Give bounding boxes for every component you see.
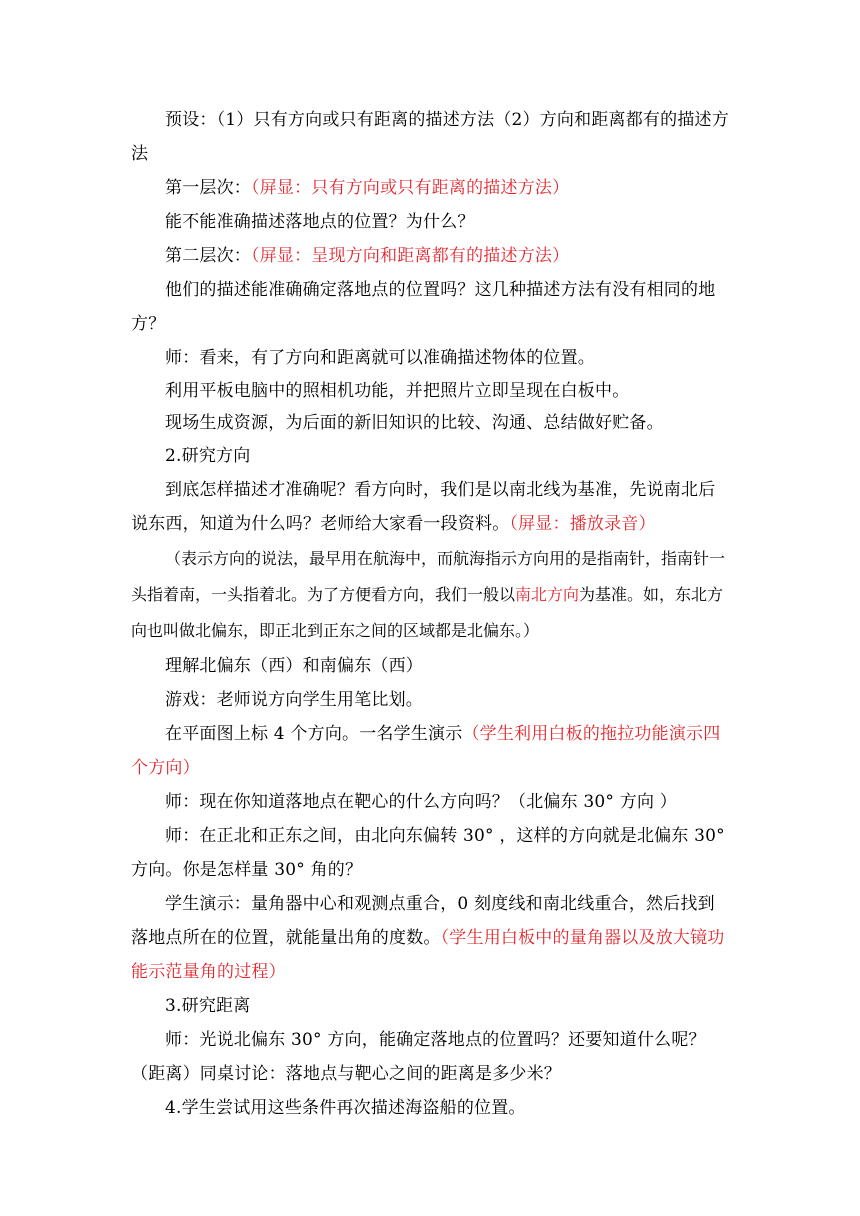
text-heading-study-direction: 2.研究方向 [165, 446, 251, 466]
screen-note-level-one: （屏显：只有方向或只有距离的描述方法） [251, 178, 570, 198]
screen-note-drag-demo: （学生利用白板的拖拉功能演示四个方向） [131, 724, 721, 778]
text-teacher-question-direction: 师：现在你知道落地点在靶心的什么方向吗？（北偏东 30° 方向 ） [165, 792, 677, 812]
document-body [131, 103, 732, 1125]
text-material-highlight: 南北方向 [515, 585, 580, 604]
paragraph-tablet-camera [131, 375, 732, 407]
text-generate-resources: 现场生成资源，为后面的新旧知识的比较、沟通、总结做好贮备。 [165, 413, 664, 433]
text-how-to-describe: 到底怎样描述才准确呢？看方向时，我们是以南北线为基准，先说南北后说东西，知道为什么吗？老师给大家看一段资料。 [131, 480, 716, 534]
paragraph-level-one [131, 171, 732, 205]
text-game: 游戏：老师说方向学生用笔比划。 [165, 690, 423, 710]
paragraph-preset [131, 103, 732, 171]
text-teacher-summary: 师：看来，有了方向和距离就可以准确描述物体的位置。 [165, 348, 595, 368]
text-heading-study-distance: 3.研究距离 [165, 996, 251, 1016]
text-question-accuracy: 能不能准确描述落地点的位置？为什么？ [165, 212, 475, 232]
text-student-try: 4.学生尝试用这些条件再次描述海盗船的位置。 [165, 1098, 526, 1118]
text-teacher-explain-angle: 师：在正北和正东之间，由北向东偏转 30° ，这样的方向就是北偏东 30° 方向。你是怎样量 30° 角的？ [131, 826, 725, 880]
screen-note-protractor-demo: （学生用白板中的量角器以及放大镜功能示范量角的过程） [131, 928, 725, 982]
paragraph-teacher-question-direction [131, 785, 732, 819]
text-understand-directions: 理解北偏东（西）和南偏东（西） [165, 656, 423, 676]
heading-study-distance [131, 989, 732, 1023]
paragraph-teacher-explain-angle [131, 819, 732, 887]
screen-note-level-two: （屏显：呈现方向和距离都有的描述方法） [251, 246, 570, 266]
paragraph-teacher-summary [131, 341, 732, 375]
paragraph-how-to-describe [131, 473, 732, 541]
text-material-part-one: （表示方向的说法，最早用在航海中，而航海指示方向用的是指南针，指南针一头指着南，一头指着北。为了方便看方向，我们一般以 [131, 549, 726, 604]
text-compare-methods: 他们的描述能准确确定落地点的位置吗？这几种描述方法有没有相同的地方？ [131, 280, 716, 334]
text-teacher-question-distance: 师：光说北偏东 30° 方向，能确定落地点的位置吗？还要知道什么呢？（距离）同桌讨论：落地点与靶心之间的距离是多少米？ [131, 1030, 706, 1084]
paragraph-understand-directions [131, 649, 732, 683]
paragraph-game [131, 683, 732, 717]
label-level-one: 第一层次： [165, 178, 251, 198]
heading-study-direction [131, 439, 732, 473]
text-mark-directions: 在平面图上标 4 个方向。一名学生演示 [165, 724, 463, 744]
paragraph-teacher-question-distance [131, 1023, 732, 1091]
paragraph-direction-material [131, 541, 732, 649]
paragraph-question-accuracy [131, 205, 732, 239]
text-tablet-camera: 利用平板电脑中的照相机功能，并把照片立即呈现在白板中。 [165, 381, 630, 401]
label-level-two: 第二层次： [165, 246, 251, 266]
paragraph-generate-resources [131, 407, 732, 439]
screen-note-play-audio: （屏显：播放录音） [509, 514, 656, 534]
paragraph-student-try [131, 1091, 732, 1125]
text-student-demo: 学生演示：量角器中心和观测点重合，0 刻度线和南北线重合，然后找到落地点所在的位置，就能量出角的度数。 [131, 894, 715, 948]
text-material-part-two: 为基准。如，东北方向也叫做北偏东，即正北到正东之间的区域都是北偏东。） [131, 585, 724, 640]
paragraph-level-two [131, 239, 732, 273]
paragraph-mark-directions [131, 717, 732, 785]
paragraph-compare-methods [131, 273, 732, 341]
text-preset: 预设：（1）只有方向或只有距离的描述方法（2）方向和距离都有的描述方法 [131, 110, 729, 164]
paragraph-student-demo [131, 887, 732, 989]
